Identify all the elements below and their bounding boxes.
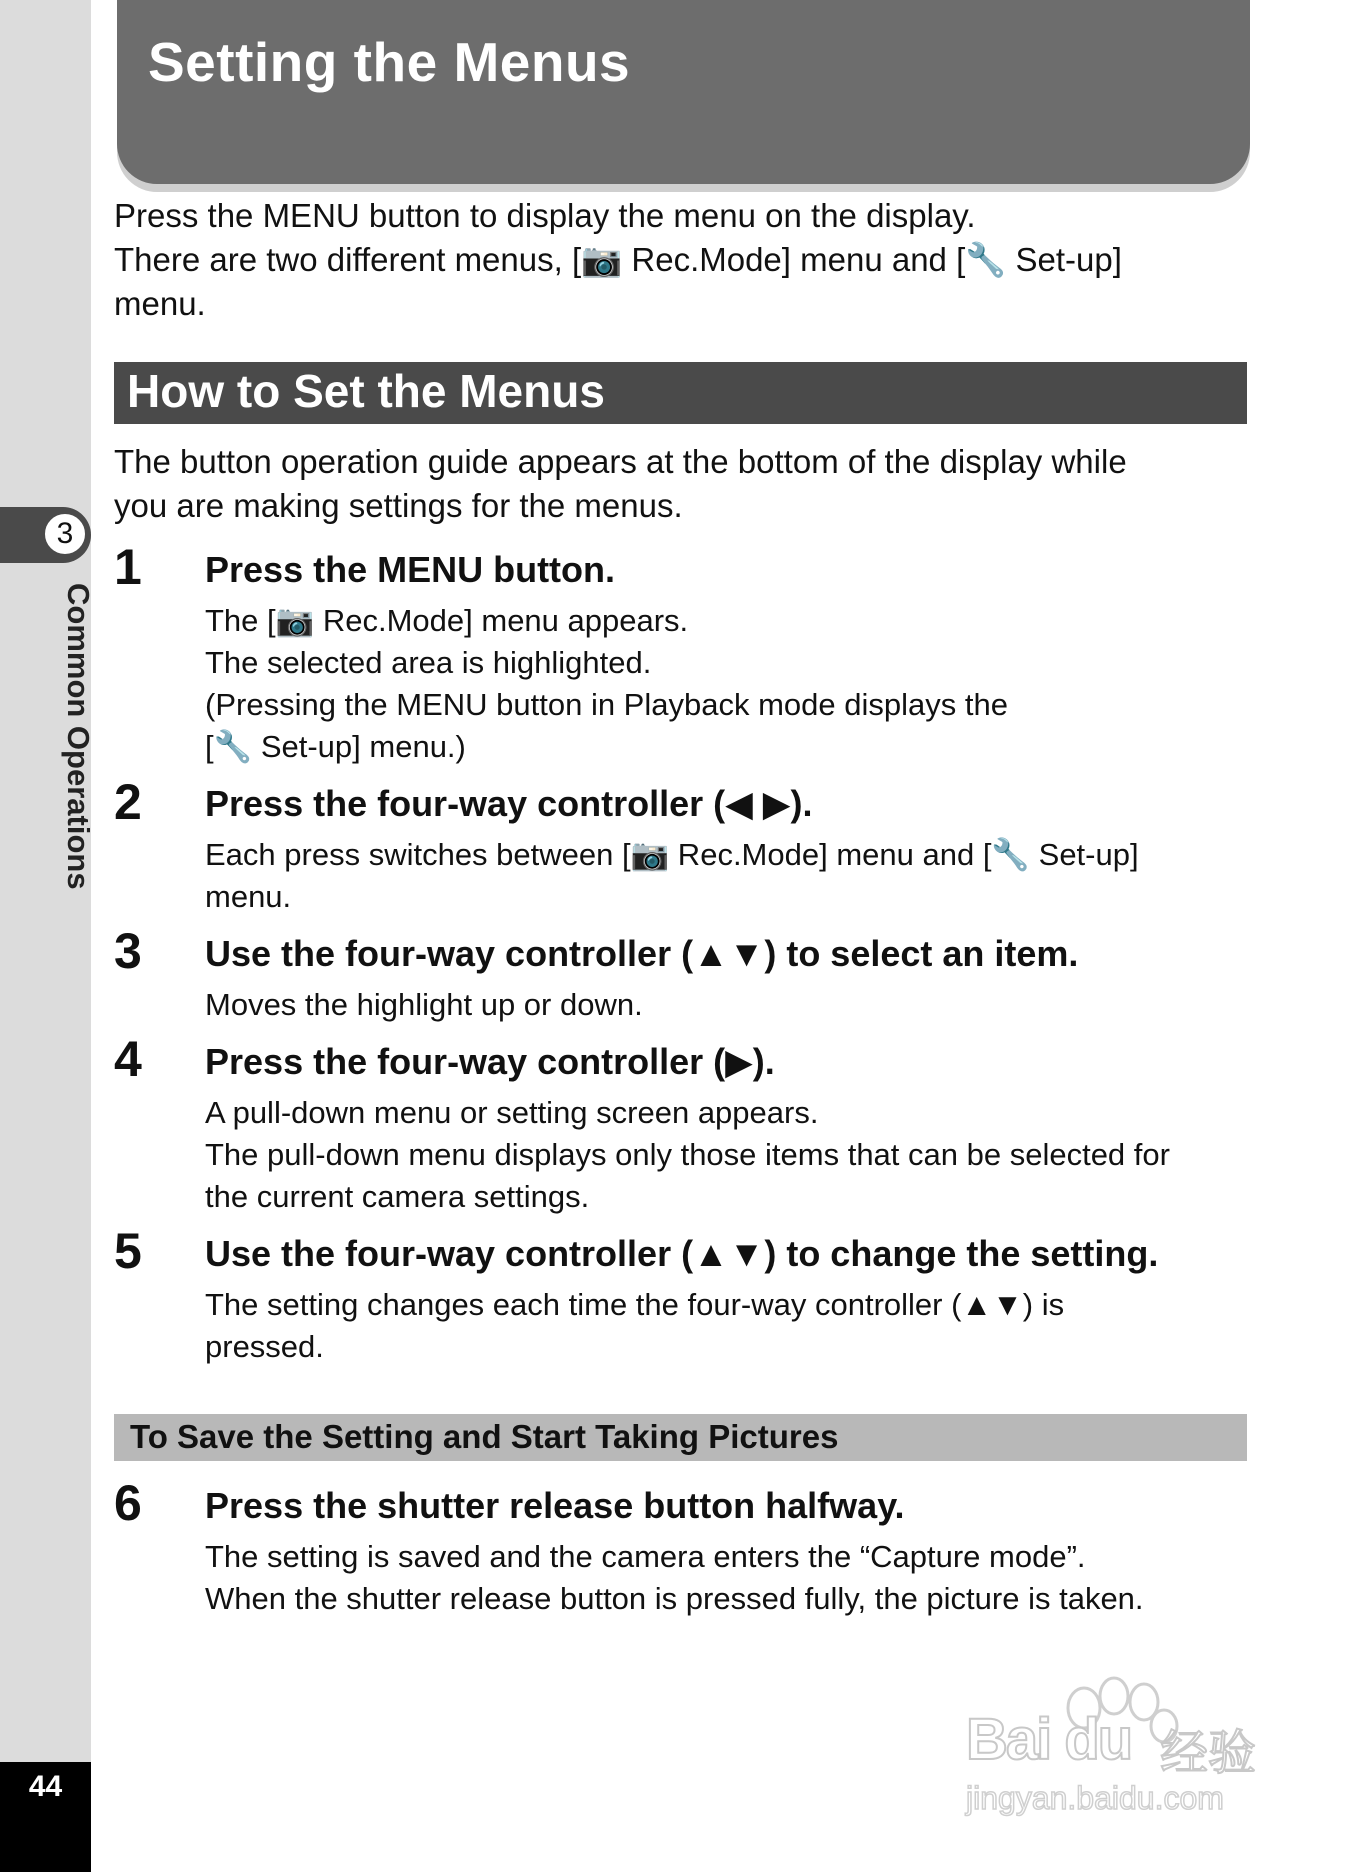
- step-body-line: Each press switches between [📷 Rec.Mode] menu and [🔧 Set-up]: [205, 837, 1139, 872]
- step-body-line: the current camera settings.: [205, 1179, 590, 1214]
- step-number: 2: [114, 774, 142, 830]
- step-heading: Press the MENU button.: [205, 549, 616, 590]
- section-description: [114, 440, 1254, 528]
- step-body-line: A pull-down menu or setting screen appears.: [205, 1095, 819, 1130]
- intro-text: [114, 194, 1254, 326]
- step-body: [205, 834, 1265, 918]
- step-body-line: When the shutter release button is pressed fully, the picture is taken.: [205, 1581, 1144, 1616]
- intro-line: menu.: [114, 285, 206, 322]
- step-number: 3: [114, 923, 142, 979]
- step-body-line: The pull-down menu displays only those items that can be selected for: [205, 1137, 1170, 1172]
- section-title: How to Set the Menus: [127, 365, 605, 417]
- step-body-line: pressed.: [205, 1329, 324, 1364]
- watermark-brand: Bai du: [966, 1707, 1132, 1772]
- step-body: [205, 1092, 1265, 1218]
- step-heading: Press the four-way controller (▶).: [205, 1041, 775, 1082]
- step-body: [205, 984, 1265, 1026]
- step-body-line: Moves the highlight up or down.: [205, 987, 643, 1022]
- watermark-cn: 经验: [1160, 1727, 1257, 1780]
- subsection-title: To Save the Setting and Start Taking Pictures: [130, 1418, 839, 1455]
- step-body: [205, 1284, 1265, 1368]
- section-description-line: The button operation guide appears at the bottom of the display while: [114, 443, 1127, 480]
- step-heading: Press the shutter release button halfway.: [205, 1485, 905, 1526]
- step-number: 6: [114, 1475, 142, 1531]
- step-body: [205, 600, 1265, 768]
- step-body-line: The setting changes each time the four-way controller (▲▼) is: [205, 1287, 1065, 1322]
- step-body-line: The selected area is highlighted.: [205, 645, 652, 680]
- section-description-line: you are making settings for the menus.: [114, 487, 683, 524]
- step-number: 1: [114, 539, 142, 595]
- chapter-number: 3: [42, 511, 88, 557]
- step-body-line: The setting is saved and the camera enters the “Capture mode”.: [205, 1539, 1086, 1574]
- step-body-line: menu.: [205, 879, 292, 914]
- step-body-line: [🔧 Set-up] menu.): [205, 729, 466, 764]
- step-heading: Press the four-way controller (◀ ▶).: [205, 783, 813, 824]
- intro-line: Press the MENU button to display the menu on the display.: [114, 197, 976, 234]
- step-number: 4: [114, 1031, 142, 1087]
- page-title: Setting the Menus: [148, 31, 631, 93]
- step-heading: Use the four-way controller (▲▼) to select an item.: [205, 933, 1079, 974]
- watermark-url: jingyan.baidu.com: [966, 1780, 1224, 1816]
- intro-line: There are two different menus, [📷 Rec.Mode] menu and [🔧 Set-up]: [114, 241, 1122, 278]
- chapter-label: Common Operations: [61, 583, 96, 890]
- step-body-line: The [📷 Rec.Mode] menu appears.: [205, 603, 689, 638]
- step-body-line: (Pressing the MENU button in Playback mode displays the: [205, 687, 1008, 722]
- page-number: 44: [28, 1770, 63, 1803]
- step-body: [205, 1536, 1265, 1620]
- step-number: 5: [114, 1223, 142, 1279]
- step-heading: Use the four-way controller (▲▼) to change the setting.: [205, 1233, 1159, 1274]
